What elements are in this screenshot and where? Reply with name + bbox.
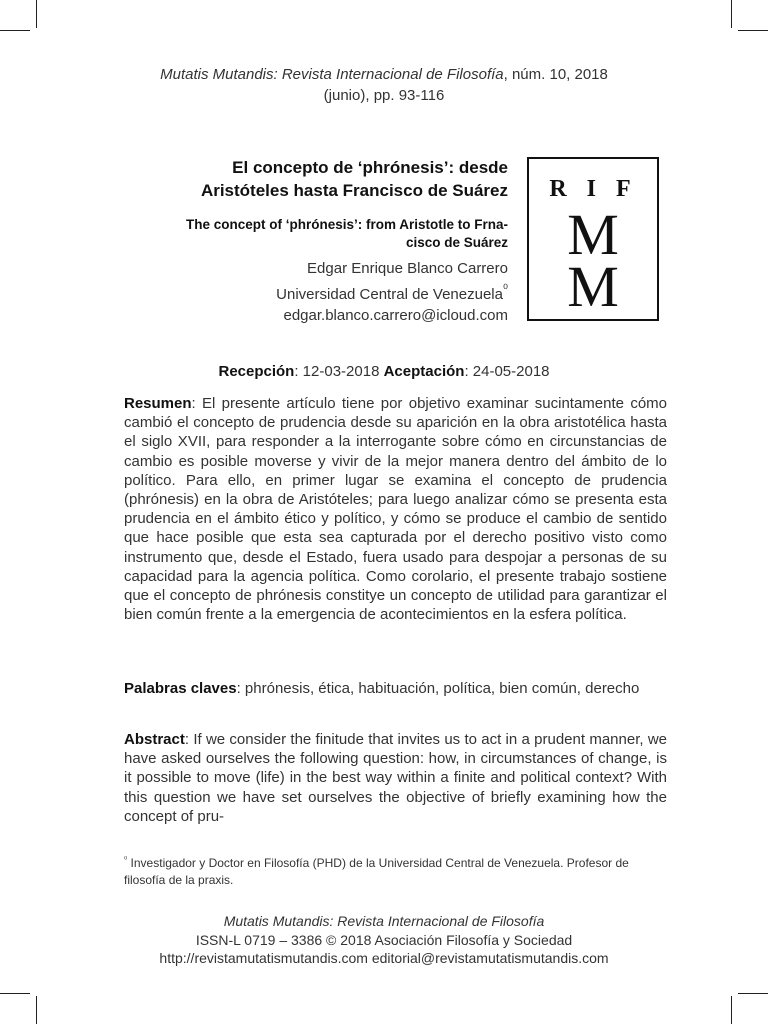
title-en-line-2: cisco de Suárez — [405, 235, 508, 250]
article-title-es — [100, 156, 508, 202]
footnote-marker-bottom: ⁰ — [124, 855, 128, 864]
title-es-line-1: El concepto de ‘phrónesis’: desde — [232, 158, 508, 177]
footnote — [124, 851, 667, 889]
footnote-text: Investigador y Doctor en Filosofía (PHD) de la Universidad Central de Venezuela. Profesor de filosofía de la praxis. — [124, 856, 629, 887]
title-block — [100, 156, 508, 326]
article-title-en — [100, 216, 508, 252]
footer-journal-name: Mutatis Mutandis: Revista Internacional de Filosofía — [223, 913, 545, 929]
footer-links[interactable]: http://revistamutatismutandis.com editorial@revistamutatismutandis.com — [159, 950, 609, 966]
journal-name: Mutatis Mutandis: Revista Internacional de Filosofía — [160, 66, 504, 83]
resumen-text: : El presente artículo tiene por objetivo examinar sucintamente cómo cambió el concepto de prudencia desde su aparición en la obra aristotélica hasta el siglo XVII, para responder a la interrogante sobre cómo en circunstancias de cambio es posible moverse y vivir de la mejor manera dentro del ámbito de lo político. Para ello, en primer lugar se examina el concepto de prudencia (phrónesis) en la obra de Aristóteles; para luego analizar cómo se presenta esta prudencia en el ámbito ético y político, y cómo se produce el cambio de sentido que hace posible que esta sea capturada por el derecho positivo visto como instrumento que, desde el Estado, fuera usado para despojar a personas de su capacidad para la agencia política. Como corolario, el presente trabajo sostiene que el concepto de phrónesis constitye un concepto de utilidad para garantizar el bien común frente a la emergencia de acontecimientos en la esfera política. — [124, 395, 667, 624]
acceptance-label: Aceptación — [383, 363, 465, 380]
author-email[interactable]: edgar.blanco.carrero@icloud.com — [283, 307, 508, 324]
keywords-label: Palabras claves — [124, 680, 237, 697]
crop-mark-bottom-left-v — [36, 996, 37, 1024]
submission-dates — [100, 362, 668, 382]
title-en-line-1: The concept of ‘phrónesis’: from Aristotle to Frna- — [185, 217, 508, 232]
footnote-marker: ⁰ — [502, 282, 508, 296]
crop-mark-top-right-v — [731, 0, 732, 28]
resumen-paragraph — [124, 394, 667, 624]
affiliation-text: Universidad Central de Venezuela — [276, 286, 503, 303]
crop-mark-bottom-left-h — [0, 993, 30, 994]
abstract-paragraph — [124, 730, 667, 826]
journal-citation — [100, 64, 668, 85]
journal-header — [100, 64, 668, 106]
author-name: Edgar Enrique Blanco Carrero — [307, 260, 508, 277]
footer-issn: ISSN-L 0719 – 3386 © 2018 Asociación Filosofía y Sociedad — [195, 931, 573, 948]
rif-logo — [527, 157, 659, 321]
journal-date-pages: (junio), pp. 93-116 — [323, 87, 445, 104]
abstract-label: Abstract — [124, 731, 185, 748]
reception-label: Recepción — [218, 363, 295, 380]
page-footer — [100, 912, 668, 968]
title-es-line-2: Aristóteles hasta Francisco de Suárez — [200, 181, 508, 200]
keywords-text: : phrónesis, ética, habituación, política, bien común, derecho — [236, 680, 640, 697]
acceptance-date: : 24-05-2018 — [464, 363, 550, 380]
journal-issue: , núm. 10, 2018 — [503, 66, 608, 83]
author-affiliation — [100, 279, 508, 305]
crop-mark-bottom-right-v — [731, 996, 732, 1024]
abstract-text: : If we consider the finitude that invites us to act in a prudent manner, we have asked ourselves the following question: how, in circumstances of change, is it possible to move (life) in the best way within a finite and political context? With this question we have set ourselves the objective of briefly examining how the concept of pru- — [124, 731, 667, 825]
logo-m-bottom: M — [567, 254, 619, 319]
crop-mark-bottom-right-h — [738, 993, 768, 994]
crop-mark-top-left-v — [36, 0, 37, 28]
logo-m-top: M — [567, 202, 619, 267]
reception-date: : 12-03-2018 — [294, 363, 384, 380]
logo-rif-text: RIF — [549, 176, 651, 202]
crop-mark-top-left-h — [0, 30, 30, 31]
footer-journal — [100, 912, 668, 931]
crop-mark-top-right-h — [738, 30, 768, 31]
keywords-paragraph — [124, 679, 667, 698]
resumen-label: Resumen — [124, 395, 192, 412]
